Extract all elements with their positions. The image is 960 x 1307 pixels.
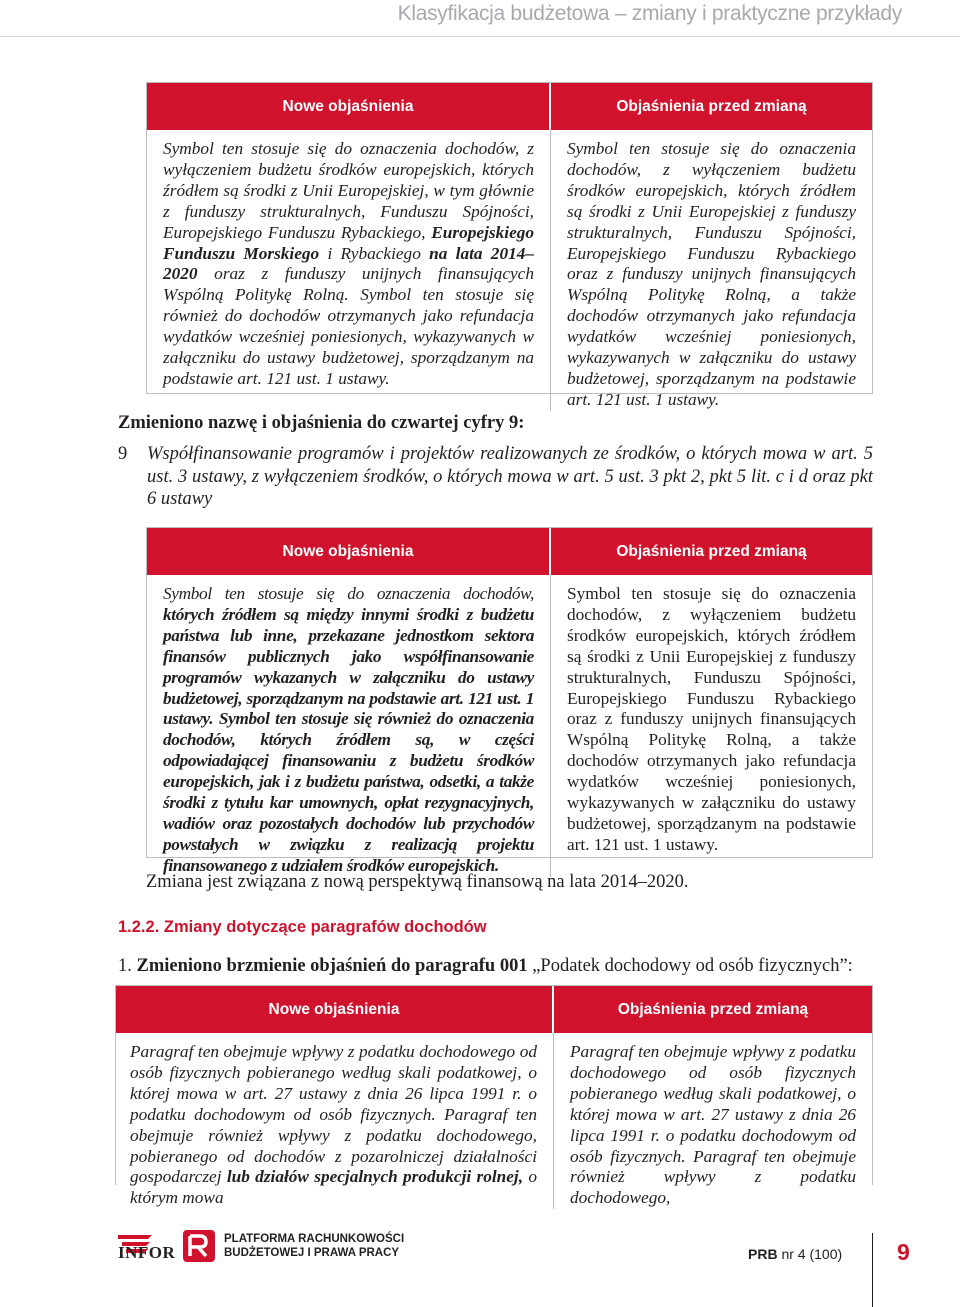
code-number: 9 bbox=[118, 444, 128, 464]
page-number: 9 bbox=[897, 1239, 910, 1265]
old-explanation: Symbol ten stosuje się do oznaczenia dochodów, z wyłączeniem budżetu środków europejskich, których źródłem są środki z Unii Europejskiej z funduszy strukturalnych, Funduszu Spójności, Europejskiego Funduszu Rybackiego oraz z funduszy unijnych finansujących Wspólną Politykę Rolną, a także dochodów otrzymanych jako refundacja wydatków wcześniej poniesionych, wykazywanych w załączniku do ustawy budżetowej, sporządzanym na podstawie art. 121 ust. 1 ustawy. bbox=[567, 584, 856, 854]
header-new: Nowe objaśnienia bbox=[147, 83, 551, 130]
comparison-table-1 bbox=[146, 82, 873, 409]
section-lead: Zmieniono nazwę i objaśnienia do czwartej cyfry 9: bbox=[118, 413, 525, 433]
subheading: 1.2.2. Zmiany dotyczące paragrafów dochodów bbox=[118, 918, 487, 936]
header-new: Nowe objaśnienia bbox=[147, 528, 551, 575]
change-note: Zmiana jest związana z nową perspektywą finansową na lata 2014–2020. bbox=[146, 872, 689, 892]
journal-issue: PRB nr 4 (100) bbox=[748, 1246, 843, 1262]
numbered-point bbox=[118, 956, 853, 977]
new-explanation: Symbol ten stosuje się do oznaczenia dochodów, których źródłem są między innymi środki z budżetu państwa lub inne, przekazane jednostkom sektora finansów publicznych jako współfinansowanie programów wykazanych w załączniku do ustawy budżetowej, sporządzanym na podstawie art. 121 ust. 1 ustawy. Symbol ten stosuje się również do oznaczenia dochodów, których źródłem są, w części odpowiadającej finansowaniu z budżetu środków europejskich, jak i z budżetu państwa, odsetki, a także środki z tytułu kar umownych, opłat rezygnacyjnych, wadiów oraz pozostałych dochodów lub przychodów powstałych w związku z realizacją projektu finansowanego z udziałem środków europejskich. bbox=[147, 575, 551, 877]
point-lead: Zmieniono brzmienie objaśnień do paragrafu 001 bbox=[136, 956, 528, 976]
platform-logo-icon bbox=[182, 1229, 216, 1263]
new-explanation: Symbol ten stosuje się do oznaczenia dochodów, z wyłączeniem budżetu środków europejskich, których źródłem są środki z Unii Europejskiej, w tym głównie z funduszy strukturalnych, Funduszu Spójności, Europejskiego Funduszu Rybackiego, Europejskiego Funduszu Morskiego i Rybackiego na lata 2014–2020 oraz z funduszy unijnych finansujących Wspólną Politykę Rolną. Symbol ten stosuje się również do dochodów otrzymanych jako refundacja wydatków wcześniej poniesionych, wykazywanych w załączniku do ustawy budżetowej, sporządzanym na podstawie art. 121 ust. 1 ustawy. bbox=[147, 130, 551, 411]
header-old: Objaśnienia przed zmianą bbox=[554, 986, 872, 1033]
comparison-table-2 bbox=[146, 527, 873, 875]
comparison-table-3 bbox=[115, 985, 873, 1208]
infor-logo-text: INFOR bbox=[118, 1243, 176, 1262]
header-new: Nowe objaśnienia bbox=[116, 986, 554, 1033]
publisher-logos bbox=[116, 1229, 404, 1263]
point-number: 1. bbox=[118, 956, 132, 976]
footer-divider bbox=[872, 1233, 873, 1307]
point-quote: „Podatek dochodowy od osób fizycznych”: bbox=[532, 956, 853, 976]
platform-name: PLATFORMA RACHUNKOWOŚCI BUDŻETOWEJ I PRAWA PRACY bbox=[224, 1233, 405, 1259]
header-rule bbox=[0, 36, 960, 37]
old-explanation: Symbol ten stosuje się do oznaczenia dochodów, z wyłączeniem budżetu środków europejskich, których źródłem są środki z Unii Europejskiej z funduszy strukturalnych, Funduszu Spójności, Europejskiego Funduszu Rybackiego oraz z funduszy unijnych finansujących Wspólną Politykę Rolną, a także dochodów otrzymanych jako refundacja wydatków wcześniej poniesionych, wykazywanych w załączniku do ustawy budżetowej, sporządzanym na podstawie art. 121 ust. 1 ustawy. bbox=[567, 139, 856, 409]
new-explanation: Paragraf ten obejmuje wpływy z podatku dochodowego od osób fizycznych pobieranego według skali podatkowej, o której mowa w art. 27 ustawy z dnia 26 lipca 1991 r. o podatku dochodowym od osób fizycznych. Paragraf ten obejmuje również wpływy z podatku dochodowego, pobieranego od dochodów z pozarolniczej działalności gospodarczej lub działów specjalnych produkcji rolnej, o którym mowa bbox=[116, 1033, 554, 1209]
old-explanation: Paragraf ten obejmuje wpływy z podatku dochodowego od osób fizycznych pobieranego według skali podatkowej, o której mowa w art. 27 ustawy z dnia 26 lipca 1991 r. o podatku dochodowym od osób fizycznych. Paragraf ten obejmuje również wpływy z podatku dochodowego, bbox=[570, 1042, 856, 1208]
header-old: Objaśnienia przed zmianą bbox=[551, 528, 872, 575]
running-head: Klasyfikacja budżetowa – zmiany i praktyczne przykłady bbox=[397, 2, 902, 25]
code-definition bbox=[118, 443, 873, 511]
code-description: Współfinansowanie programów i projektów realizowanych ze środków, o których mowa w art. 5 ust. 3 ustawy, z wyłączeniem środków, o których mowa w art. 5 ust. 3 pkt 2, pkt 5 lit. c i d oraz pkt 6 ustawy bbox=[147, 444, 873, 509]
header-old: Objaśnienia przed zmianą bbox=[551, 83, 872, 130]
